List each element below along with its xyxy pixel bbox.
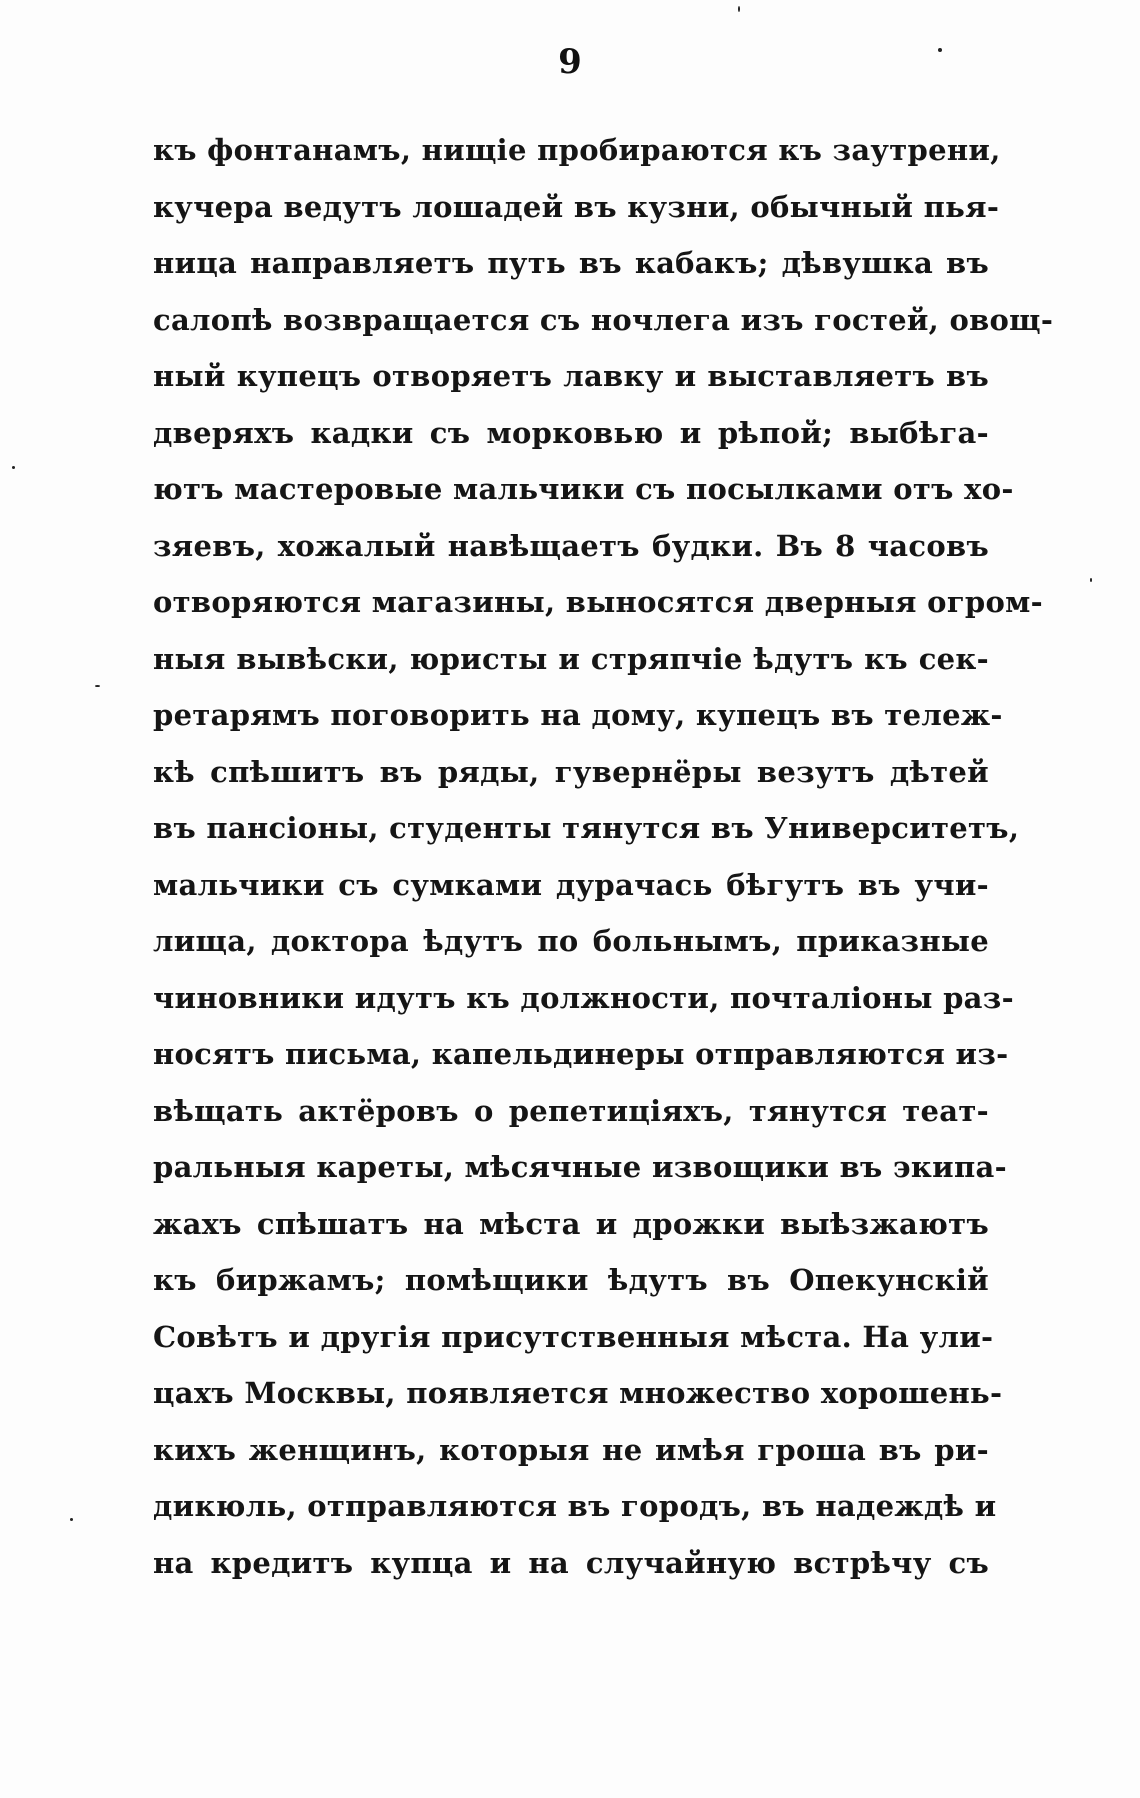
text-line: вѣщать актёровъ о репетиціяхъ, тянутся теат- [153, 1093, 989, 1128]
text-line: цахъ Москвы, появляется множество хорошень- [153, 1376, 1003, 1410]
scan-speck [12, 466, 15, 469]
text-line: отворяются магазины, выносятся дверныя огром- [153, 585, 1043, 619]
scan-speck [95, 685, 100, 687]
text-line: ныя вывѣски, юристы и стряпчіе ѣдутъ къ сек- [153, 641, 989, 676]
text-line: мальчики съ сумками дурачась бѣгутъ въ учи- [153, 867, 989, 902]
text-line: кѣ спѣшитъ въ ряды, гувернёры везутъ дѣтей [153, 754, 989, 789]
text-line: къ биржамъ; помѣщики ѣдутъ въ Опекунскій [153, 1263, 989, 1297]
scan-speck [938, 48, 942, 52]
text-line: кучера ведутъ лошадей въ кузни, обычный пья- [153, 189, 1000, 224]
scan-speck [1090, 578, 1092, 582]
text-line: къ фонтанамъ, нищіе пробираются къ заутрени, [153, 133, 1001, 167]
text-line: ретарямъ поговорить на дому, купецъ въ тележ- [153, 698, 1003, 732]
text-line: кихъ женщинъ, которыя не имѣя гроша въ ри- [153, 1432, 989, 1467]
body-text [153, 122, 1054, 1591]
text-line: на кредитъ купца и на случайную встрѣчу съ [153, 1545, 989, 1580]
text-line: жахъ спѣшатъ на мѣста и дрожки выѣзжаютъ [153, 1206, 989, 1241]
text-line: въ пансіоны, студенты тянутся въ Университетъ, [153, 811, 1020, 845]
text-line: Совѣтъ и другія присутственныя мѣста. На ули- [153, 1319, 994, 1354]
text-line: ница направляетъ путь въ кабакъ; дѣвушка въ [153, 246, 989, 280]
text-line: салопѣ возвращается съ ночлега изъ гостей, овощ- [153, 302, 1054, 337]
text-line: лища, доктора ѣдутъ по больнымъ, приказные [153, 924, 989, 958]
text-line: дверяхъ кадки съ морковью и рѣпой; выбѣга- [153, 415, 989, 450]
text-line: ный купецъ отворяетъ лавку и выставляетъ въ [153, 359, 989, 393]
text-line: дикюль, отправляются въ городъ, въ надеждѣ и [153, 1489, 997, 1523]
scan-speck [70, 1518, 73, 1521]
text-line: ютъ мастеровые мальчики съ посылками отъ хо- [153, 472, 1014, 506]
text-line: зяевъ, хожалый навѣщаетъ будки. Въ 8 часовъ [153, 528, 989, 563]
text-line: носятъ письма, капельдинеры отправляются из- [153, 1037, 1009, 1071]
text-line: чиновники идутъ къ должности, почталіоны раз- [153, 980, 1014, 1015]
page-number: 9 [558, 42, 582, 82]
scan-speck [738, 6, 740, 12]
text-line: ральныя кареты, мѣсячные извощики въ экипа- [153, 1150, 1007, 1184]
